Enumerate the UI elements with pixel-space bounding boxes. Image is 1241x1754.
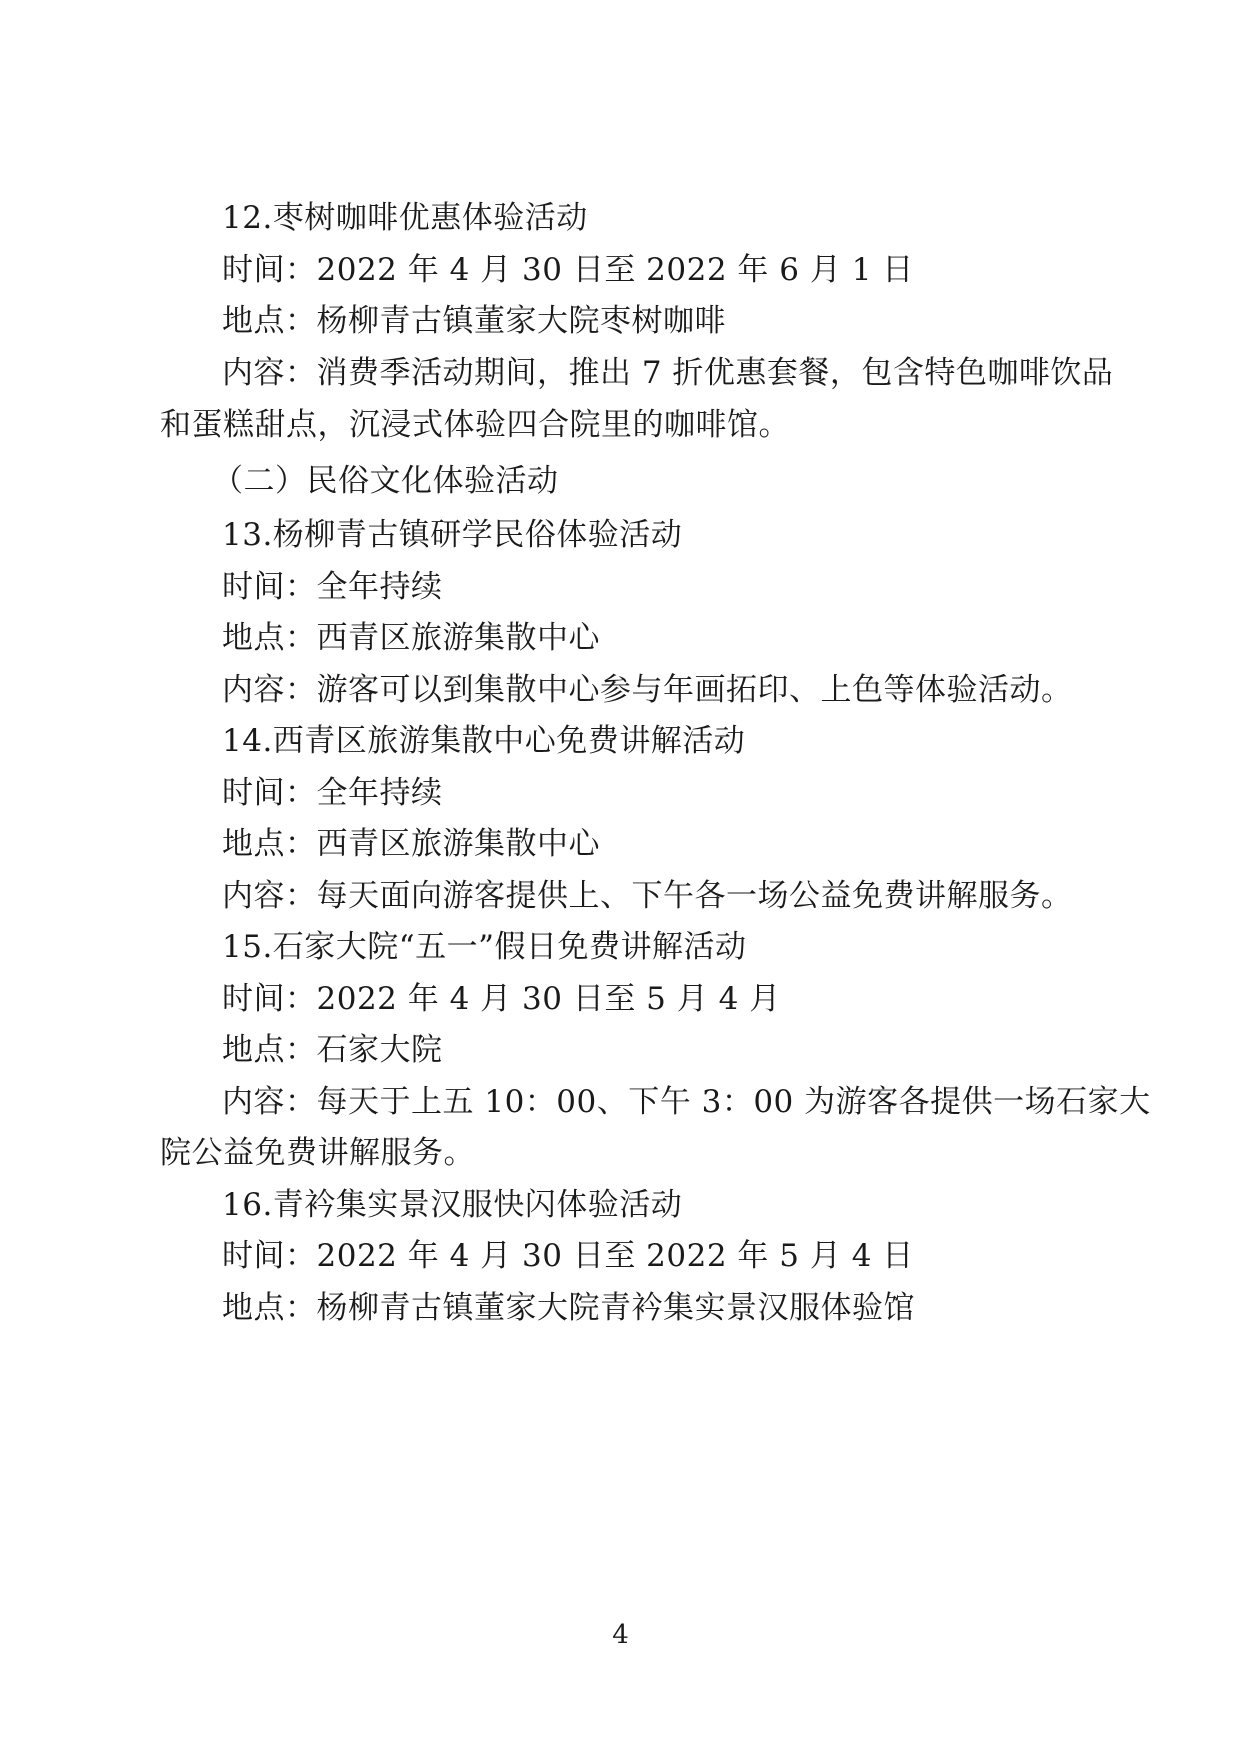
item-16-time: 时间：2022 年 4 月 30 日至 2022 年 5 月 4 日 [222,1238,914,1274]
item-13-place: 地点：西青区旅游集散中心 [222,620,600,656]
item-16-title: 16.青衿集实景汉服快闪体验活动 [222,1187,683,1223]
item-12-content-line-2: 和蛋糕甜点，沉浸式体验四合院里的咖啡馆。 [160,407,790,443]
section-heading-folk-culture: （二）民俗文化体验活动 [212,463,559,499]
item-15-time: 时间：2022 年 4 月 30 日至 5 月 4 月 [222,981,781,1017]
item-12-place: 地点：杨柳青古镇董家大院枣树咖啡 [222,303,726,339]
item-13-content: 内容：游客可以到集散中心参与年画拓印、上色等体验活动。 [222,672,1073,708]
item-14-time: 时间：全年持续 [222,775,443,811]
item-13-title: 13.杨柳青古镇研学民俗体验活动 [222,517,683,553]
page-number: 4 [612,1620,629,1650]
item-15-content-line-1: 内容：每天于上五 10：00、下午 3：00 为游客各提供一场石家大 [222,1084,1151,1120]
item-13-time: 时间：全年持续 [222,569,443,605]
item-15-title: 15.石家大院“五一”假日免费讲解活动 [222,929,747,965]
item-14-title: 14.西青区旅游集散中心免费讲解活动 [222,723,746,759]
item-15-place: 地点：石家大院 [222,1032,443,1068]
item-12-time: 时间：2022 年 4 月 30 日至 2022 年 6 月 1 日 [222,252,914,288]
item-14-content: 内容：每天面向游客提供上、下午各一场公益免费讲解服务。 [222,878,1073,914]
item-12-content-line-1: 内容：消费季活动期间，推出 7 折优惠套餐，包含特色咖啡饮品 [222,355,1114,391]
item-16-place: 地点：杨柳青古镇董家大院青衿集实景汉服体验馆 [222,1290,915,1326]
item-15-content-line-2: 院公益免费讲解服务。 [160,1135,475,1171]
item-12-title: 12.枣树咖啡优惠体验活动 [222,200,588,236]
item-14-place: 地点：西青区旅游集散中心 [222,826,600,862]
